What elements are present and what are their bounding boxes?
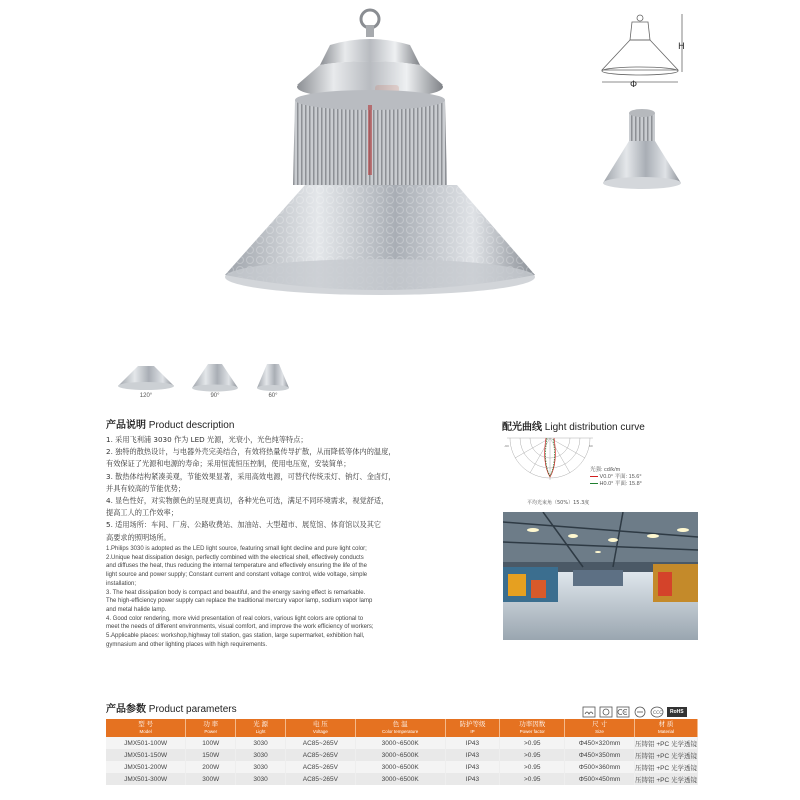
header-cn: 材 质 (658, 721, 674, 729)
params-cell: AC85~265V (285, 749, 355, 761)
params-cell: IP43 (445, 761, 500, 773)
params-title (106, 700, 237, 715)
product-hero-image (225, 5, 535, 305)
params-cell: 压铸铝 +PC 光学透镜 (634, 749, 697, 761)
diameter-label: Φ (630, 80, 638, 90)
params-cell: 压铸铝 +PC 光学透镜 (634, 773, 697, 785)
h-legend-label: H0.0° (599, 481, 614, 487)
params-cell: 3000~6500K (355, 773, 445, 785)
params-header-cell (355, 719, 445, 737)
description-en-line: 5.Applicable places: workshop,highway toll station, gas station, large supermarket, exhibition hall, (106, 633, 365, 640)
description-en-line: and diffuses the heat, thus reducing the internal temperature and effectively ensuring the life of the (106, 563, 367, 570)
heat-dissipation-icon (582, 706, 596, 718)
description-en-line: 1.Philips 3030 is adopted as the LED light source, featuring small light decline and pure light color; (106, 546, 367, 552)
factory-photo (503, 512, 698, 640)
svg-text:CCC: CCC (653, 711, 663, 716)
params-cell: Φ500×360mm (565, 761, 635, 773)
description-en-line: and metal halide lamp. (106, 606, 167, 613)
description-en-line: 4. Good color rendering, more vivid presentation of real colors, various light colors are optional to (106, 615, 364, 622)
description-en-line: The high-efficiency power supply can replace the traditional mercury vapor lamp, sodium vapor lamp (106, 598, 373, 605)
beam-120-label: 120° (139, 393, 153, 399)
params-cell: JMX501-200W (106, 761, 186, 773)
product-thumbnail (603, 105, 683, 190)
h-legend-value: 平面: 15.8° (614, 481, 642, 487)
emc-icon (633, 706, 647, 718)
params-cell: >0.95 (500, 761, 565, 773)
header-en: IP (470, 728, 475, 734)
params-header-cell (186, 719, 236, 737)
description-cn-line: 3. 散热体结构紧凑美观，节能效果显著，采用高效电源，可替代传统汞灯、钠灯、金卤灯， (106, 471, 396, 481)
light-distribution-curve (502, 433, 597, 488)
header-en: Voltage (312, 728, 328, 734)
params-cell: 150W (186, 749, 236, 761)
params-header-cell (106, 719, 186, 737)
v-legend-value: 平面: 15.6° (614, 474, 642, 480)
header-cn: 光 源 (253, 721, 268, 729)
ip-rating-icon (599, 706, 613, 718)
description-title-cn: 产品说明 (106, 420, 146, 431)
description-cn-line: 高要求的照明场所。 (106, 532, 171, 542)
rohs-icon: RoHS (667, 707, 687, 717)
beam-60-label: 60° (268, 393, 278, 399)
description-title (106, 416, 234, 431)
header-en: Color temperature (382, 728, 419, 734)
header-cn: 电 压 (312, 721, 328, 729)
header-cn: 尺 寸 (592, 721, 607, 729)
params-cell: 3030 (236, 737, 286, 749)
params-cell: 压铸铝 +PC 光学透镜 (634, 737, 697, 749)
params-cell: 3000~6500K (355, 749, 445, 761)
beam-90-label: 90° (210, 393, 220, 399)
header-en: Size (595, 728, 604, 734)
curve-legend (590, 467, 642, 488)
reflector-120-image (116, 362, 176, 392)
params-cell: IP43 (445, 737, 500, 749)
params-cell: >0.95 (500, 773, 565, 785)
height-label: H (678, 42, 685, 52)
params-cell: 100W (186, 737, 236, 749)
params-cell: 200W (186, 761, 236, 773)
description-cn-line: 5. 适用场所：车间、厂房、公路收费站、加油站、大型超市、展览馆、体育馆以及其它 (106, 520, 382, 530)
params-cell: Φ500×450mm (565, 773, 635, 785)
params-cell: 3030 (236, 761, 286, 773)
params-cell: 3030 (236, 749, 286, 761)
params-header-cell (500, 719, 565, 737)
params-cell: AC85~265V (285, 761, 355, 773)
params-cell: JMX501-300W (106, 773, 186, 785)
header-en: Model (139, 728, 152, 734)
params-header-cell (445, 719, 500, 737)
description-en (106, 545, 446, 649)
description-cn-line: 1. 采用飞利浦 3030 作为 LED 光源，光衰小，光色纯等特点； (106, 435, 308, 444)
description-cn-line: 有效保证了光源和电源的寿命；采用恒流恒压控制，使用电压宽，安装简单； (106, 459, 351, 469)
description-cn-line: 4. 显色性好，对实物颜色的呈现更真切，各种光色可选，满足不同环境需求，视觉舒适， (106, 496, 389, 506)
description-en-line: installation; (106, 580, 137, 587)
header-en: Light (255, 728, 266, 734)
header-en: Power factor (519, 728, 545, 734)
params-header-row (106, 719, 698, 737)
description-cn-line: 提高工人的工作效率； (106, 508, 178, 518)
params-table (106, 719, 698, 785)
header-en: Material (657, 728, 674, 734)
params-header-cell (236, 719, 286, 737)
params-cell: AC85~265V (285, 773, 355, 785)
params-cell: >0.95 (500, 737, 565, 749)
ccc-icon (650, 706, 664, 718)
params-cell: >0.95 (500, 749, 565, 761)
params-cell: JMX501-100W (106, 737, 186, 749)
params-row (106, 761, 698, 773)
description-en-line: 3. The heat dissipation body is compact and beautiful, and the energy saving effect is remarkable. (106, 589, 366, 596)
description-cn-line: 并具有较高的节能优势； (106, 483, 186, 493)
params-title-en: Product parameters (148, 704, 237, 715)
params-cell: 300W (186, 773, 236, 785)
header-cn: 功率因数 (519, 721, 546, 729)
params-cell: 3000~6500K (355, 761, 445, 773)
beam-angle-note: 平均光束角（50%）15.3度 (527, 500, 590, 506)
curve-unit: 光强: cd/k/m (590, 467, 621, 473)
params-header-cell (634, 719, 697, 737)
params-title-cn: 产品参数 (106, 704, 146, 715)
description-cn (106, 434, 451, 544)
light-curve-title-cn: 配光曲线 (502, 422, 542, 433)
params-cell: AC85~265V (285, 737, 355, 749)
params-row (106, 773, 698, 785)
dimension-diagram (600, 10, 710, 95)
light-curve-title-en: Light distribution curve (544, 422, 645, 433)
params-cell: 3030 (236, 773, 286, 785)
description-cn-line: 2. 独特的散热设计，与电器外壳完美结合，有效将热量传导扩散，从而降低等体内的温度， (106, 447, 396, 457)
certification-icons (582, 705, 687, 719)
angle-label: 60 (589, 444, 593, 448)
description-en-line: 2.Unique heat dissipation design, perfectly combined with the electrical shell, effectively conducts (106, 554, 364, 561)
header-cn: 色 温 (392, 721, 408, 729)
params-row (106, 749, 698, 761)
params-cell: IP43 (445, 749, 500, 761)
header-cn: 功 率 (203, 721, 219, 729)
params-cell: IP43 (445, 773, 500, 785)
ce-icon (616, 706, 630, 718)
header-en: Power (204, 728, 218, 734)
reflector-90-image (190, 362, 240, 392)
description-en-line: light source and power supply; Constant current and constant voltage control, wide voltage, simple (106, 572, 368, 579)
params-cell: 3000~6500K (355, 737, 445, 749)
params-header-cell (565, 719, 635, 737)
params-cell: 压铸铝 +PC 光学透镜 (634, 761, 697, 773)
header-cn: 防护等级 (459, 721, 486, 729)
params-cell: Φ450×350mm (565, 749, 635, 761)
params-header-cell (285, 719, 355, 737)
description-title-en: Product description (148, 420, 235, 431)
params-cell: Φ450×320mm (565, 737, 635, 749)
params-row (106, 737, 698, 749)
description-en-line: meet the needs of different environments, visual comfort, and improve the work efficiency of workers; (106, 624, 374, 631)
description-en-line: gymnasium and other lighting places with high requirements. (106, 641, 268, 648)
angle-label: -60 (504, 444, 509, 448)
reflector-60-image (255, 362, 291, 392)
header-cn: 型 号 (138, 721, 154, 729)
v-legend-label: V0.0° (599, 474, 614, 480)
params-cell: JMX501-150W (106, 749, 186, 761)
light-curve-title (502, 418, 645, 433)
